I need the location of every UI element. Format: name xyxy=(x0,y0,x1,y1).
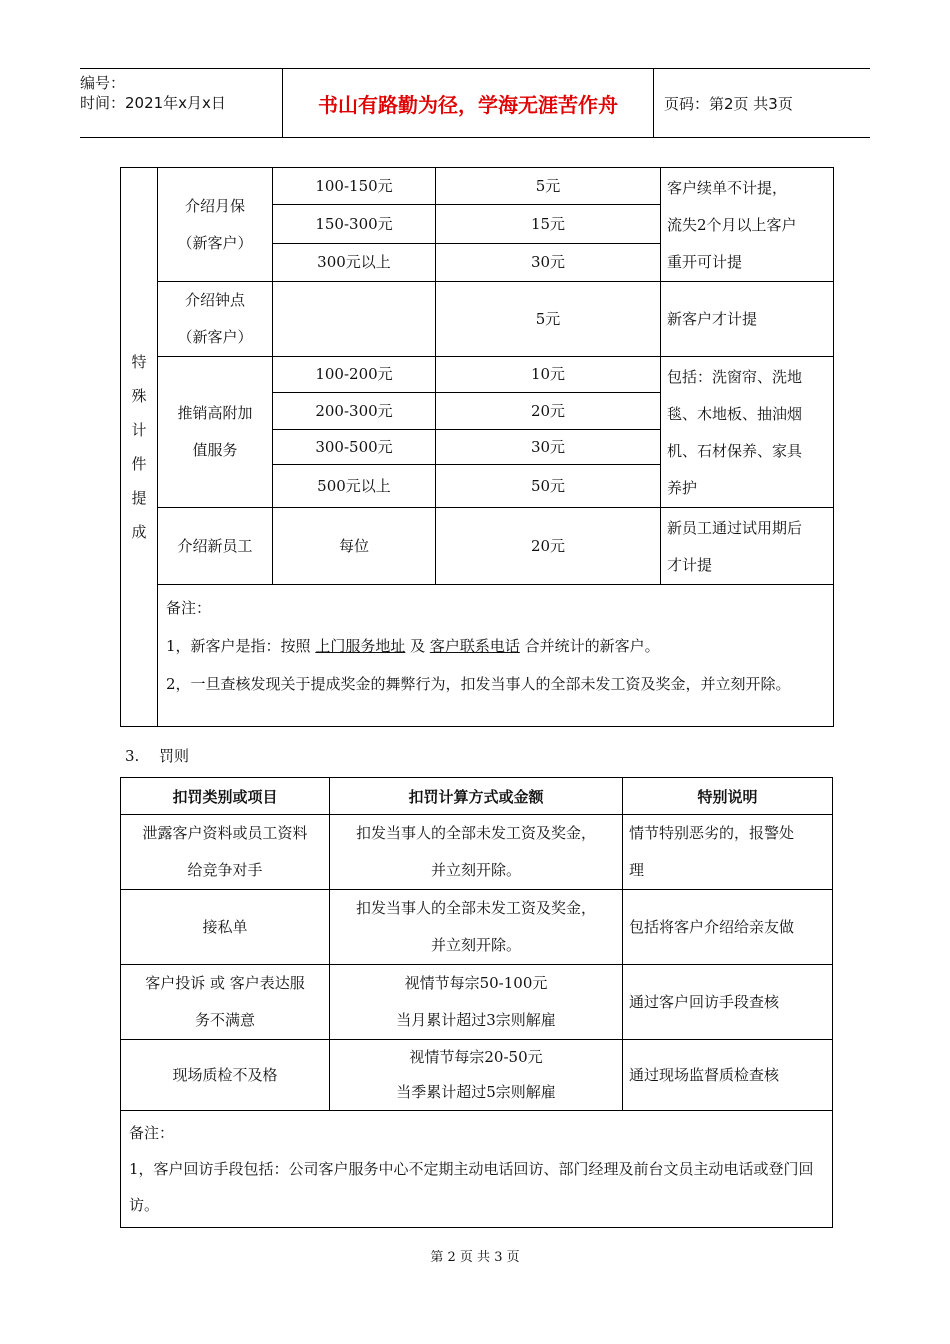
penalty-notes xyxy=(121,1111,833,1228)
penalty-note: 通过客户回访手段查核 xyxy=(623,965,833,1040)
penalty-item: 现场质检不及格 xyxy=(121,1040,330,1111)
addon-desc xyxy=(661,357,834,508)
calc-line: 扣发当事人的全部未发工资及奖金， xyxy=(355,824,596,842)
monthly-amount: 5元 xyxy=(436,168,661,205)
category-char: 殊 xyxy=(131,387,147,405)
header-number: 编号： xyxy=(80,74,126,92)
hourly-desc: 新客户才计提 xyxy=(661,282,834,357)
note-line: 理 xyxy=(629,861,645,879)
monthly-range: 300元以上 xyxy=(273,243,436,281)
hourly-amount: 5元 xyxy=(436,282,661,357)
monthly-amount: 15元 xyxy=(436,205,661,243)
note-text: 及 xyxy=(405,637,430,655)
section-title: 罚则 xyxy=(159,747,190,765)
addon-name-line: 值服务 xyxy=(192,441,238,459)
note-text: 1，新客户是指：按照 xyxy=(166,637,316,655)
monthly-name xyxy=(158,168,273,282)
desc-line: 包括：洗窗帘、洗地 xyxy=(667,368,803,386)
desc-line: 新员工通过试用期后 xyxy=(667,519,803,537)
desc-line: 养护 xyxy=(667,479,698,497)
monthly-desc xyxy=(661,168,834,282)
section-heading xyxy=(125,745,189,766)
item-line: 务不满意 xyxy=(194,1011,255,1029)
category-char: 特 xyxy=(131,353,147,371)
category-char: 提 xyxy=(131,489,147,507)
item-line: 泄露客户资料或员工资料 xyxy=(142,824,308,842)
penalty-note: 通过现场监督质检查核 xyxy=(623,1040,833,1111)
calc-line: 当季累计超过5宗则解雇 xyxy=(396,1083,556,1101)
calc-line: 并立刻开除。 xyxy=(430,936,521,954)
header-time: 时间：2021年x月x日 xyxy=(80,94,226,112)
hourly-name-line: 介绍钟点 xyxy=(184,291,245,309)
page-header xyxy=(80,68,870,138)
notes-title: 备注： xyxy=(166,599,212,617)
desc-line: 才计提 xyxy=(667,556,713,574)
hourly-name-line: （新客户） xyxy=(177,328,253,346)
addon-range: 100-200元 xyxy=(273,357,436,393)
penalty-note xyxy=(623,815,833,890)
calc-line: 视情节每宗50-100元 xyxy=(404,974,548,992)
monthly-name-line: 介绍月保 xyxy=(184,196,245,215)
addon-name-line: 推销高附加 xyxy=(177,404,253,422)
notes-title: 备注： xyxy=(129,1124,175,1142)
calc-line: 扣发当事人的全部未发工资及奖金， xyxy=(355,899,596,917)
page-footer: 第 2 页 共 3 页 xyxy=(430,1250,520,1265)
header-item: 扣罚类别或项目 xyxy=(121,778,330,815)
header-note: 特别说明 xyxy=(623,778,833,815)
note-underlined: 客户联系电话 xyxy=(429,637,520,655)
commission-table xyxy=(120,167,834,727)
monthly-name-line: （新客户） xyxy=(177,233,253,252)
addon-amount: 10元 xyxy=(436,357,661,393)
note-underlined: 上门服务地址 xyxy=(315,637,406,655)
penalty-item: 接私单 xyxy=(121,890,330,965)
addon-range: 200-300元 xyxy=(273,392,436,429)
desc-line: 流失2个月以上客户 xyxy=(667,216,797,234)
addon-name xyxy=(158,357,273,508)
penalty-calc xyxy=(330,1040,623,1111)
penalty-table xyxy=(120,777,833,1228)
hourly-range xyxy=(273,282,436,357)
monthly-amount: 30元 xyxy=(436,243,661,281)
note-text: 合并统计的新客户。 xyxy=(519,637,660,655)
penalty-calc xyxy=(330,965,623,1040)
penalty-item xyxy=(121,965,330,1040)
addon-amount: 50元 xyxy=(436,464,661,507)
staff-name: 介绍新员工 xyxy=(158,508,273,585)
penalty-note: 包括将客户介绍给亲友做 xyxy=(623,890,833,965)
item-line: 客户投诉 或 客户表达服 xyxy=(145,974,305,992)
penalty-calc xyxy=(330,890,623,965)
monthly-range: 100-150元 xyxy=(273,168,436,205)
calc-line: 并立刻开除。 xyxy=(430,861,521,879)
staff-desc xyxy=(661,508,834,585)
addon-amount: 20元 xyxy=(436,392,661,429)
desc-line: 机、石材保养、家具 xyxy=(667,442,803,460)
calc-line: 视情节每宗20-50元 xyxy=(409,1048,543,1066)
monthly-range: 150-300元 xyxy=(273,205,436,243)
item-line: 给竞争对手 xyxy=(187,861,263,879)
commission-category xyxy=(121,168,158,727)
desc-line: 毯、木地板、抽油烟 xyxy=(667,405,803,423)
staff-amount: 20元 xyxy=(436,508,661,585)
note-line: 情节特别恶劣的，报警处 xyxy=(629,824,795,842)
staff-unit: 每位 xyxy=(273,508,436,585)
desc-line: 重开可计提 xyxy=(667,253,743,271)
section-number: 3. xyxy=(125,747,140,765)
header-meta xyxy=(80,69,282,137)
note-1 xyxy=(166,627,825,665)
addon-amount: 30元 xyxy=(436,429,661,464)
commission-notes xyxy=(158,585,834,727)
penalty-item xyxy=(121,815,330,890)
note-2: 2，一旦查核发现关于提成奖金的舞弊行为，扣发当事人的全部未发工资及奖金，并立刻开除。 xyxy=(166,675,791,693)
category-char: 件 xyxy=(131,455,147,473)
desc-line: 客户续单不计提， xyxy=(667,179,788,197)
category-char: 计 xyxy=(131,421,147,439)
header-motto: 书山有路勤为径，学海无涯苦作舟 xyxy=(282,69,654,137)
hourly-name xyxy=(158,282,273,357)
penalty-calc xyxy=(330,815,623,890)
calc-line: 当月累计超过3宗则解雇 xyxy=(396,1011,556,1029)
header-calc: 扣罚计算方式或金额 xyxy=(330,778,623,815)
header-page: 页码：第2页 共3页 xyxy=(664,94,793,113)
category-char: 成 xyxy=(131,523,147,541)
note-1: 1，客户回访手段包括：公司客户服务中心不定期主动电话回访、部门经理及前台文员主动电话或登门回访。 xyxy=(129,1160,814,1214)
addon-range: 300-500元 xyxy=(273,429,436,464)
addon-range: 500元以上 xyxy=(273,464,436,507)
